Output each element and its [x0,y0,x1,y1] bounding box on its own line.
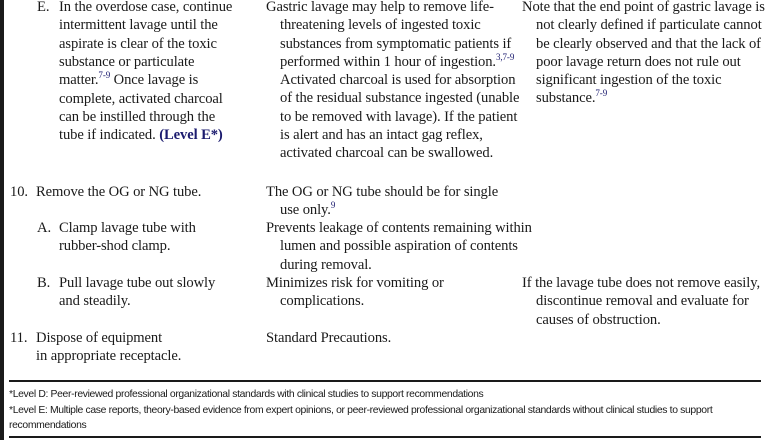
step-e-special-considerations [522,0,771,108]
step-e-line: can be instilled through the [59,108,216,125]
step-e-line: In the overdose case, continue [59,0,233,15]
step-10-rationale [266,183,510,220]
step-10a-line: rubber-shod clamp. [59,238,171,255]
step-e-line: substance or particulate [59,53,195,70]
step-11-rationale: Standard Precautions. [266,330,392,346]
step-e-line [59,71,198,89]
step-e-line: intermittent lavage until the [59,17,218,34]
step-10-text: Remove the OG or NG tube. [36,184,202,200]
step-10b-line: Pull lavage tube out slowly [59,275,216,291]
footnote-level-d: *Level D: Peer-reviewed professional organizational standards with clinical studies to support recommendations [9,389,484,400]
reference-superscript: 7-9 [595,88,608,99]
step-e-rationale [266,0,530,163]
footnote-bottom-rule [9,436,761,438]
footnote-level-e: *Level E: Multiple case reports, theory-based evidence from expert opinions, or peer-reviewed professional organizational standards without clinical studies to support recommendations [9,405,713,431]
step-11-line: Dispose of equipment [36,330,163,346]
step-10b-marker: B. [37,275,51,291]
page-edge-bar [0,0,4,440]
reference-superscript: 9 [330,200,336,211]
step-e-marker: E. [37,0,50,15]
reference-superscript: 7-9 [98,70,111,81]
step-e-line: aspirate is clear of the toxic [59,35,217,52]
special-considerations-text: Note that the end point of gastric lavage is not clearly defined if particulate cannot be clearly observed and that the lack of poor lavage return does not rule out significant ingestion of the toxic substance. [522,0,765,107]
step-11-line: in appropriate receptacle. [36,348,182,365]
step-10b-rationale: Minimizes risk for vomiting or complications. [266,275,444,310]
step-10-marker: 10. [10,184,28,200]
step-11-marker: 11. [10,330,28,346]
step-e-text-part: matter. [59,72,99,89]
footnote-top-rule [9,380,761,382]
step-e-text-part: tube if indicated. [59,127,160,144]
step-10b-special-considerations: If the lavage tube does not remove easily, discontinue removal and evaluate for causes of obstruction. [522,275,760,328]
step-e-line: complete, activated charcoal [59,90,223,107]
step-10b-line: and steadily. [59,293,131,310]
step-e-line [59,126,223,144]
rationale-text: Activated charcoal is used for absorption of the residual substance ingested (unable to be removed with lavage). If the patient is alert and has an intact gag reflex, activated charcoal can be swallowed. [280,72,520,162]
reference-superscript: 3,7-9 [495,52,515,63]
rationale-text: The OG or NG tube should be for single use only. [266,184,499,219]
step-e-text-part: Once lavage is [110,72,199,89]
evidence-level-badge: (Level E*) [159,127,223,144]
rationale-text: Gastric lavage may help to remove life-threatening levels of ingested toxic substances from symptomatic patients if performed within 1 hour of ingestion. [266,0,512,70]
step-10a-rationale: Prevents leakage of contents remaining within lumen and possible aspiration of contents during removal. [266,220,532,273]
step-10a-line: Clamp lavage tube with [59,220,196,236]
step-10a-marker: A. [37,220,51,236]
